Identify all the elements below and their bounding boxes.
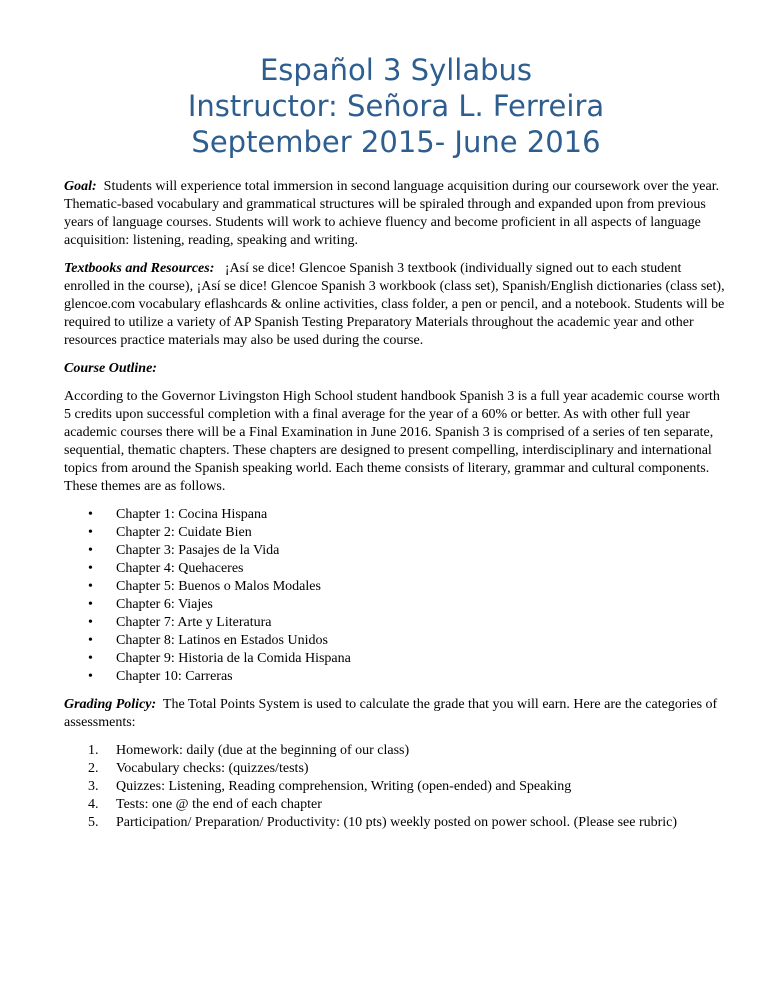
- bullet-icon: •: [88, 579, 93, 594]
- assessment-label: Tests: one @ the end of each chapter: [116, 797, 322, 812]
- goal-text: Students will experience total immersion in second language acquisition during our coursework over the year. Thematic-based vocabulary and grammatical structures will be spiraled through and expanded upon from previous years of language courses. Students will work to achieve fluency and become proficient in all aspects of language acquisition: listening, reading, speaking and writing.: [64, 179, 720, 248]
- chapter-label: Chapter 7: Arte y Literatura: [116, 615, 272, 630]
- course-outline-label: Course Outline:: [64, 361, 157, 376]
- item-number: 1.: [88, 743, 99, 758]
- assessment-label: Vocabulary checks: (quizzes/tests): [116, 761, 309, 776]
- assessment-label: Quizzes: Listening, Reading comprehension, Writing (open-ended) and Speaking: [116, 779, 572, 794]
- bullet-icon: •: [88, 525, 93, 540]
- chapter-label: Chapter 2: Cuidate Bien: [116, 525, 252, 540]
- item-number: 4.: [88, 797, 99, 812]
- list-item: [64, 814, 728, 832]
- bullet-icon: •: [88, 615, 93, 630]
- title-line-instructor: Instructor: Señora L. Ferreira: [187, 89, 605, 123]
- grading-label: Grading Policy:: [64, 697, 157, 712]
- assessment-label: Homework: daily (due at the beginning of our class): [116, 743, 410, 758]
- item-number: 2.: [88, 761, 99, 776]
- chapter-label: Chapter 6: Viajes: [116, 597, 213, 612]
- list-item: [64, 542, 728, 560]
- goal-label: Goal:: [64, 179, 97, 194]
- goal-paragraph: [64, 178, 728, 250]
- list-item: [64, 506, 728, 524]
- course-outline-paragraph: [64, 388, 728, 496]
- course-outline-heading: [64, 360, 728, 378]
- list-item: [64, 668, 728, 686]
- assessment-list: [64, 742, 728, 832]
- list-item: [64, 578, 728, 596]
- chapter-label: Chapter 3: Pasajes de la Vida: [116, 543, 280, 558]
- bullet-icon: •: [88, 633, 93, 648]
- grading-paragraph: [64, 696, 728, 732]
- list-item: [64, 778, 728, 796]
- chapter-label: Chapter 9: Historia de la Comida Hispana: [116, 651, 351, 666]
- bullet-icon: •: [88, 669, 93, 684]
- chapter-label: Chapter 4: Quehaceres: [116, 561, 244, 576]
- grading-text: The Total Points System is used to calculate the grade that you will earn. Here are the categories of assessments:: [64, 697, 718, 730]
- bullet-icon: •: [88, 561, 93, 576]
- bullet-icon: •: [88, 597, 93, 612]
- item-number: 5.: [88, 815, 99, 830]
- list-item: [64, 650, 728, 668]
- chapter-label: Chapter 8: Latinos en Estados Unidos: [116, 633, 328, 648]
- title-line-dates: September 2015- June 2016: [191, 125, 601, 159]
- bullet-icon: •: [88, 543, 93, 558]
- list-item: [64, 560, 728, 578]
- assessment-label: Participation/ Preparation/ Productivity: (10 pts) weekly posted on power school. (Please see rubric): [116, 815, 678, 830]
- list-item: [64, 524, 728, 542]
- textbooks-text: ¡Así se dice! Glencoe Spanish 3 textbook (individually signed out to each student enrolled in the course), ¡Así se dice! Glencoe Spanish 3 workbook (class set), Spanish/English dictionaries (class set), glencoe.com vocabulary eflashcards & online activities, class folder, a pen or pencil, and a notebook. Students will be required to utilize a variety of AP Spanish Testing Preparatory Materials throughout the academic year and other resources practice materials may also be used during the course.: [64, 261, 725, 348]
- bullet-icon: •: [88, 651, 93, 666]
- item-number: 3.: [88, 779, 99, 794]
- list-item: [64, 760, 728, 778]
- list-item: [64, 614, 728, 632]
- chapter-label: Chapter 5: Buenos o Malos Modales: [116, 579, 321, 594]
- bullet-icon: •: [88, 507, 93, 522]
- textbooks-paragraph: [64, 260, 728, 350]
- textbooks-label: Textbooks and Resources:: [64, 261, 215, 276]
- chapter-list: [64, 506, 728, 686]
- document-title: [64, 52, 728, 160]
- list-item: [64, 632, 728, 650]
- list-item: [64, 742, 728, 760]
- list-item: [64, 596, 728, 614]
- chapter-label: Chapter 1: Cocina Hispana: [116, 507, 268, 522]
- title-line-course: Español 3 Syllabus: [259, 53, 533, 87]
- list-item: [64, 796, 728, 814]
- course-outline-text: According to the Governor Livingston High School student handbook Spanish 3 is a full year academic course worth 5 credits upon successful completion with a final average for the year of a 60% or better. As with other full year academic courses there will be a Final Examination in June 2016. Spanish 3 is comprised of a series of ten separate, sequential, thematic chapters. These chapters are designed to present compelling, interdisciplinary and international topics from around the Spanish speaking world. Each theme consists of literary, grammar and cultural components. These themes are as follows.: [64, 389, 720, 494]
- chapter-label: Chapter 10: Carreras: [116, 669, 233, 684]
